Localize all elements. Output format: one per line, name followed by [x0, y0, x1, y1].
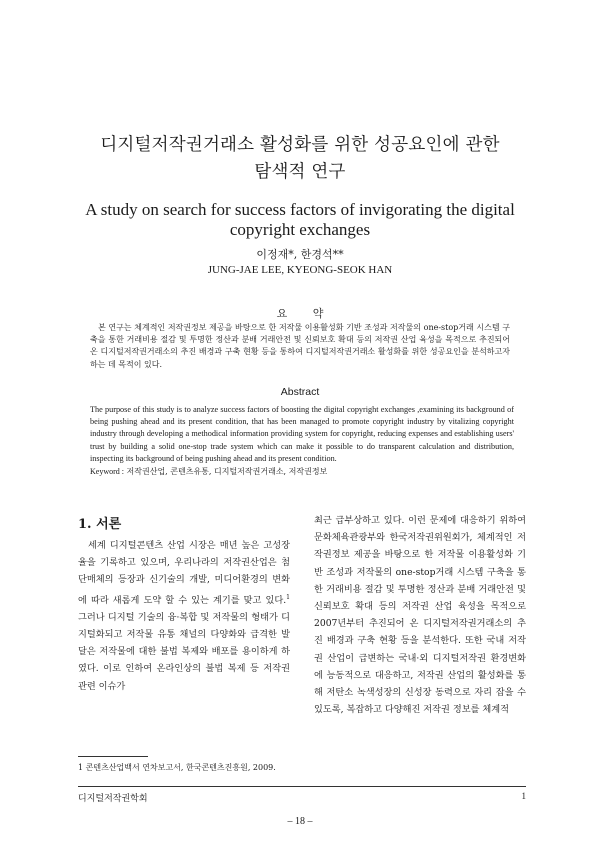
- abstract-heading: Abstract: [280, 386, 320, 398]
- footer-page-number: 1: [521, 791, 526, 801]
- title-english-line1: A study on search for success factors of invigorating the digital: [85, 200, 515, 219]
- body-left-text-cont: 그러나 디지털 기술의 융·복합 및 저작물의 형태가 디지털화되고 저작물 유통 채널의 다양화와 급격한 발달은 저작물에 대한 불법 복제와 배포를 용이하게 하였다. 이로 인하여 온라인상의 불법 복제 등 저작권 관련 이슈가: [78, 611, 290, 692]
- summary-text: 본 연구는 체계적인 저작권정보 제공을 바탕으로 한 저작물 이용활성화 기반 조성과 저작물의 one-stop거래 시스템 구축을 통한 거래비용 절감 및 투명한 정산과 분배 거래안전 및 신뢰보호 확대 등의 저작권 산업 육성을 목적으로 추진되어 온 디지털저작권거래소의 추진 배경과 구축 현황 등을 통하여 디지털저작권거래소 활성화를 위한 성공요인을 분석하고자하는 데 목적이 있다.: [90, 323, 510, 369]
- body-left-text: 세계 디지털콘텐츠 산업 시장은 매년 높은 고성장율을 기록하고 있으며, 우리나라의 저작권산업은 첨단매체의 등장과 신기술의 개발, 미디어환경의 변화에 따라 새롭게 도약 할 수 있는 계기를 맞고 있다.: [78, 540, 290, 606]
- footer-society: 디지털저작권학회: [78, 794, 148, 804]
- authors-english: JUNG-JAE LEE, KYEONG-SEOK HAN: [207, 264, 393, 276]
- abstract-text: The purpose of this study is to analyze success factors of boosting the digital copyright exchanges ,examining its background of being pushing ahead and its present condition, that has been managed to promote copyright industry by vitalizing copyright industry through developing a methodical information providing system for copyright, reducing expenses and establishing users' trust by building a solid one-stop trade system which can make it possible to do transparent calculation and distribution, inspecting its background of being pushing ahead and its present condition.: [90, 405, 514, 463]
- summary-heading: 요 약: [276, 307, 324, 320]
- title-korean-line1: 디지털저작권거래소 활성화를 위한 성공요인에 관한: [100, 135, 500, 155]
- body-right-column: 최근 급부상하고 있다. 이런 문제에 대응하기 위하여 문화체육관광부와 한국저작권위원회가, 체계적인 저작권정보 제공을 바탕으로 한 저작물 이용활성화 기반 조성과 저작물의 one-stop거래 시스템 구축을 통한 거래비용 절감 및 투명한 정산과 분배 거래안전 및 신뢰보호 확대 등의 저작권 산업 육성을 목적으로 2007년부터 추진되어 온 디지털저작권거래소의 추진 배경과 구축 현황 등을 분석한다. 또한 국내 저작권 산업이 급변하는 국내·외 디지털저작권 환경변화에 능동적으로 대응하고, 저작권 산업의 활성화를 통해 저탄소 녹색성장의 신성장 동력으로 자리 잡을 수 있도록, 복잡하고 다양해진 저작권 정보를 체계적: [314, 515, 526, 716]
- keywords-list: 저작권산업, 콘텐츠유통, 디지털저작권거래소, 저작권정보: [126, 467, 328, 476]
- page-number: – 18 –: [287, 816, 313, 827]
- footnote: 1 콘텐츠산업백서 연차보고서, 한국콘텐츠진흥원, 2009.: [78, 763, 276, 772]
- section-heading: 1. 서론: [78, 517, 122, 532]
- title-korean-line2: 탐색적 연구: [254, 162, 346, 182]
- footer-rule: [78, 786, 526, 787]
- authors-korean: 이정재*, 한경석**: [256, 248, 344, 261]
- keywords: [90, 466, 514, 478]
- keywords-label: Keyword :: [90, 467, 124, 476]
- title-english-line2: copyright exchanges: [229, 220, 371, 239]
- footnote-ref: 1: [286, 593, 290, 601]
- body-left-column: [78, 537, 290, 695]
- footnote-rule: [78, 756, 148, 757]
